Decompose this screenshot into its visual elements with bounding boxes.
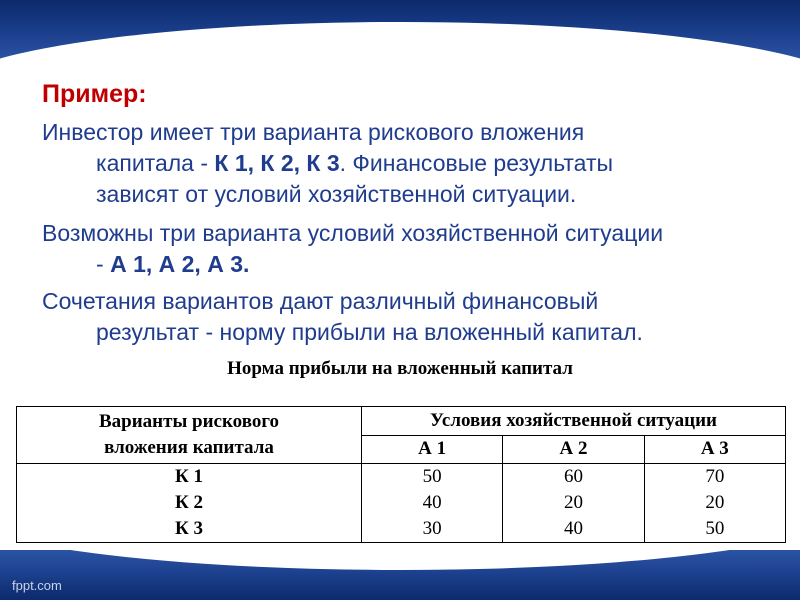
value-k3-a3: 50 <box>705 518 725 539</box>
table-title: Норма прибыли на вложенный капитал <box>227 358 573 379</box>
p1-capital-variants: К 1, К 2, К 3 <box>214 150 340 176</box>
p1-line2 <box>42 148 772 179</box>
a1-column <box>362 464 503 543</box>
variant-column <box>17 464 362 543</box>
a2-column <box>503 464 644 543</box>
value-k1-a2: 60 <box>563 466 583 487</box>
profit-table <box>16 406 786 543</box>
value-k2-a1: 40 <box>422 492 442 513</box>
variants-header <box>17 407 362 464</box>
a3-column <box>644 464 785 543</box>
condition-a2: А 2 <box>503 435 644 464</box>
p2-line2-pre: - <box>96 251 111 277</box>
slide-heading: Пример: <box>42 80 147 108</box>
footer-brand: fppt.com <box>12 578 62 593</box>
variant-k3: К 3 <box>174 518 204 539</box>
table-body-row <box>17 464 786 543</box>
p1-line1: Инвестор имеет три варианта рискового вложения <box>42 119 585 145</box>
p3-line2: результат - норму прибыли на вложенный капитал. <box>96 319 643 345</box>
value-k2-a3: 20 <box>705 492 725 513</box>
variant-k1: К 1 <box>174 466 204 487</box>
condition-a1: А 1 <box>362 435 503 464</box>
p1-line2-post: . Финансовые результаты <box>339 150 614 176</box>
value-k2-a2: 20 <box>563 492 583 513</box>
condition-a3: А 3 <box>644 435 785 464</box>
conditions-header: Условия хозяйственной ситуации <box>362 407 786 436</box>
table-header-row <box>17 407 786 436</box>
paragraph-investor <box>42 117 772 210</box>
p1-line3: зависят от условий хозяйственной ситуации. <box>96 181 577 207</box>
p1-line2-pre: капитала - <box>96 150 215 176</box>
value-k1-a3: 70 <box>705 466 725 487</box>
p2-line2 <box>42 249 772 280</box>
paragraph-combinations <box>42 286 772 348</box>
p2-condition-variants: А 1, А 2, А 3. <box>110 251 250 277</box>
value-k1-a1: 50 <box>422 466 442 487</box>
paragraph-conditions <box>42 218 772 280</box>
p3-line1: Сочетания вариантов дают различный финансовый <box>42 288 599 314</box>
variants-header-line1: Варианты рискового <box>98 411 279 432</box>
value-k3-a1: 30 <box>422 518 442 539</box>
value-k3-a2: 40 <box>563 518 583 539</box>
variants-header-line2: вложения капитала <box>104 437 274 458</box>
variant-k2: К 2 <box>174 492 204 513</box>
p2-line1: Возможны три варианта условий хозяйственной ситуации <box>42 220 664 246</box>
